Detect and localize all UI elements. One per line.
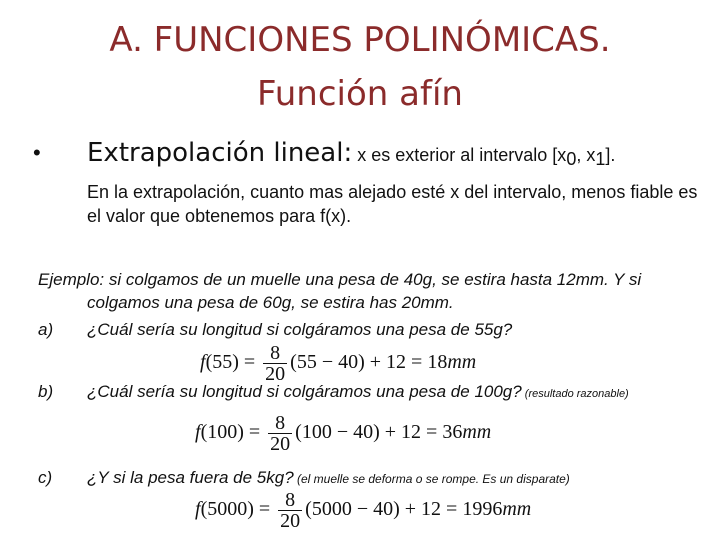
- item-c-question-text: ¿Y si la pesa fuera de 5kg?: [87, 468, 294, 487]
- interval-sub0: 0: [566, 149, 577, 170]
- eq-a-equals: =: [238, 351, 256, 374]
- eq-b-numerator: 8: [268, 413, 292, 434]
- eq-c-arg: (5000): [200, 498, 254, 521]
- eq-c-equals: =: [253, 498, 271, 521]
- interval-close: ].: [605, 145, 616, 165]
- eq-b-arg: (100): [200, 421, 244, 444]
- slide-title-line2: Función afín: [257, 74, 463, 114]
- item-b-label: b): [38, 382, 54, 401]
- interval-comma: , x: [576, 145, 596, 165]
- interval-sub1: 1: [595, 149, 606, 170]
- eq-a-numerator: 8: [263, 343, 287, 364]
- extrapolation-definition: [87, 138, 615, 170]
- eq-b-fraction: [268, 413, 292, 454]
- example-intro-line1: Ejemplo: si colgamos de un muelle una pesa de 40g, se estira hasta 12mm. Y si: [38, 270, 642, 289]
- example-intro-line2: colgamos una pesa de 60g, se estira has 20mm.: [87, 293, 454, 312]
- item-a-question-text: ¿Cuál sería su longitud si colgáramos una pesa de 55g?: [87, 320, 513, 339]
- item-c-equation: [195, 490, 531, 531]
- eq-c-denominator: 20: [280, 510, 301, 532]
- eq-a-unit: mm: [447, 351, 477, 374]
- item-c-question: [87, 468, 570, 488]
- item-b-equation: [195, 413, 491, 454]
- eq-a-fn: f: [200, 351, 206, 374]
- eq-b-equals: =: [243, 421, 261, 444]
- extrapolation-heading: Extrapolación lineal:: [87, 138, 353, 168]
- item-b-note: (resultado razonable): [521, 388, 629, 400]
- item-b-question: [87, 382, 629, 402]
- eq-b-fn: f: [195, 421, 201, 444]
- eq-c-fraction: [278, 490, 302, 531]
- interval-text-pre: x es exterior al intervalo [x: [352, 145, 567, 165]
- eq-c-rhs: (5000 − 40) + 12 = 1996: [305, 498, 503, 521]
- item-a-equation: [200, 343, 476, 384]
- item-c-note: (el muelle se deforma o se rompe. Es un disparate): [293, 472, 570, 486]
- slide-title-line1: A. FUNCIONES POLINÓMICAS.: [109, 20, 611, 60]
- eq-a-denominator: 20: [265, 363, 286, 385]
- extrapolation-paragraph: En la extrapolación, cuanto mas alejado esté x del intervalo, menos fiable es el valor que obtenemos para f(x).: [87, 182, 698, 226]
- eq-b-rhs: (100 − 40) + 12 = 36: [295, 421, 463, 444]
- eq-a-fraction: [263, 343, 287, 384]
- eq-a-arg: (55): [205, 351, 239, 374]
- eq-b-denominator: 20: [270, 433, 291, 455]
- eq-c-fn: f: [195, 498, 201, 521]
- item-a-label: a): [38, 320, 54, 339]
- eq-a-rhs: (55 − 40) + 12 = 18: [290, 351, 448, 374]
- eq-c-numerator: 8: [278, 490, 302, 511]
- eq-c-unit: mm: [502, 498, 532, 521]
- bullet-point: •: [33, 140, 41, 165]
- item-a-question: [87, 320, 512, 340]
- item-c-label: c): [38, 468, 53, 487]
- item-b-question-text: ¿Cuál sería su longitud si colgáramos una pesa de 100g?: [87, 382, 522, 401]
- eq-b-unit: mm: [462, 421, 492, 444]
